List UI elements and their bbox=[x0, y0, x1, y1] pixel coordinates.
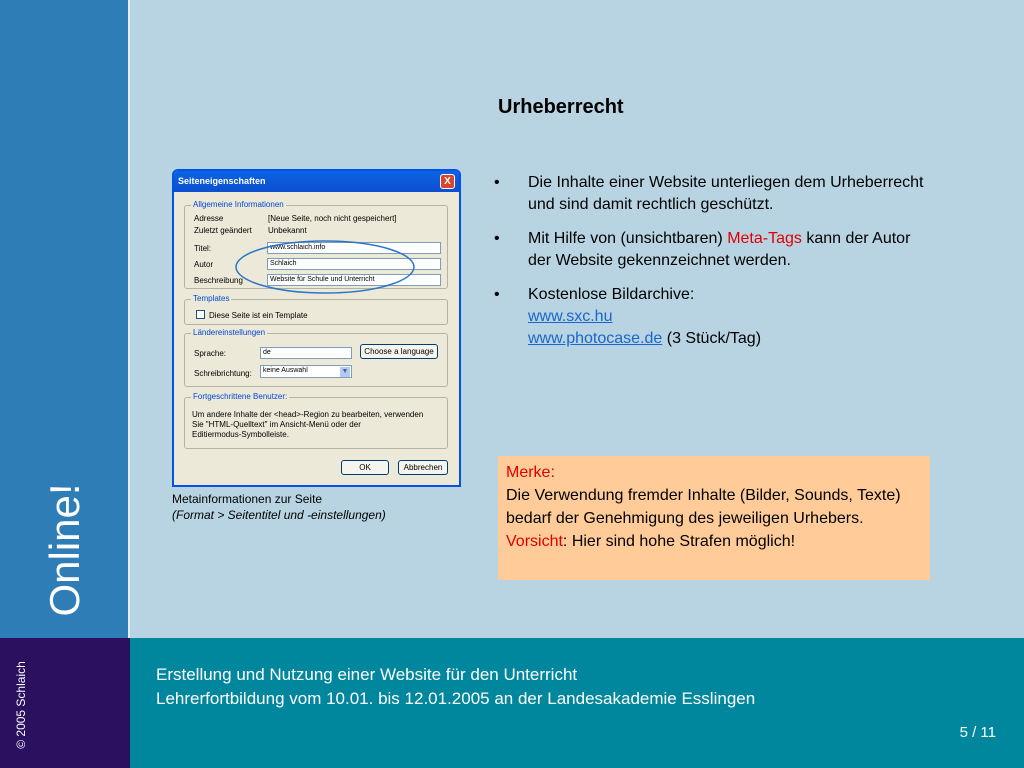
footer-line-2: Lehrerfortbildung vom 10.01. bis 12.01.2005 an der Landesakademie Esslingen bbox=[156, 689, 756, 708]
schreibrichtung-select[interactable] bbox=[260, 365, 352, 378]
template-checkbox[interactable] bbox=[196, 310, 205, 319]
chevron-down-icon[interactable]: ▼ bbox=[341, 368, 349, 375]
beschreibung-input[interactable]: Website für Schule und Unterricht bbox=[267, 274, 441, 286]
sprache-label: Sprache: bbox=[194, 349, 227, 358]
merke-label: Merke: bbox=[506, 464, 555, 481]
bullet-copyright bbox=[494, 172, 934, 216]
copyright-label: © 2005 Schlaich bbox=[14, 661, 28, 749]
left-band-divider bbox=[128, 0, 130, 638]
group-label: Allgemeine Informationen bbox=[193, 200, 284, 209]
page-number: 5 / 11 bbox=[959, 724, 996, 741]
beschreibung-label: Beschreibung bbox=[194, 276, 243, 285]
zuletzt-label: Zuletzt geändert bbox=[194, 226, 252, 235]
bullet-text-post: kann der Autor der Website gekennzeichnet werden. bbox=[528, 230, 911, 269]
group-label: Templates bbox=[193, 294, 230, 303]
advanced-text-3: Editiermodus-Symbolleiste. bbox=[192, 430, 289, 439]
merke-warning bbox=[506, 530, 922, 553]
caption-line-1: Metainformationen zur Seite bbox=[172, 492, 323, 506]
bullet-marker: • bbox=[494, 286, 500, 303]
group-label: Fortgeschrittene Benutzer: bbox=[193, 392, 288, 401]
adresse-label: Adresse bbox=[194, 214, 224, 223]
page-properties-dialog bbox=[172, 169, 461, 487]
warning-text: : Hier sind hohe Strafen möglich! bbox=[562, 533, 796, 550]
group-locale bbox=[184, 328, 448, 387]
side-label: Online! bbox=[41, 483, 88, 617]
bullet-text-pre: Mit Hilfe von (unsichtbaren) bbox=[528, 230, 728, 247]
titel-input[interactable]: www.schlaich.info bbox=[267, 242, 441, 254]
dialog-title: Seiteneigenschaften bbox=[178, 176, 266, 186]
autor-label: Autor bbox=[194, 260, 214, 269]
bullet-text: Die Inhalte einer Website unterliegen dem Urheberrecht und sind damit rechtlich geschützt. bbox=[528, 174, 924, 213]
autor-input[interactable]: Schlaich bbox=[267, 258, 441, 270]
sprache-input[interactable]: de bbox=[260, 347, 352, 359]
schreibrichtung-label: Schreibrichtung: bbox=[194, 369, 252, 378]
slide-title: Urheberrecht bbox=[498, 96, 624, 118]
meta-tags-highlight: Meta-Tags bbox=[727, 230, 802, 247]
group-label: Ländereinstellungen bbox=[193, 328, 266, 337]
bullet-list bbox=[494, 172, 934, 362]
merke-text: Die Verwendung fremder Inhalte (Bilder, Sounds, Texte) bedarf der Genehmigung des jeweiligen Urhebers. bbox=[506, 487, 901, 527]
bullet-marker: • bbox=[494, 230, 500, 247]
close-icon[interactable]: X bbox=[440, 174, 455, 189]
merke-box bbox=[498, 456, 930, 580]
warning-label: Vorsicht bbox=[506, 533, 563, 550]
photocase-note: (3 Stück/Tag) bbox=[662, 330, 762, 347]
link-sxc[interactable]: www.sxc.hu bbox=[528, 308, 613, 325]
template-checkbox-label: Diese Seite ist ein Template bbox=[209, 311, 308, 320]
link-photocase[interactable]: www.photocase.de bbox=[528, 330, 663, 347]
bullet-text: Kostenlose Bildarchive: bbox=[528, 286, 695, 303]
choose-language-button[interactable]: Choose a language bbox=[360, 344, 438, 359]
cancel-button[interactable]: Abbrechen bbox=[398, 460, 448, 475]
footer-line-1: Erstellung und Nutzung einer Website für den Unterricht bbox=[156, 665, 578, 684]
zuletzt-value: Unbekannt bbox=[268, 226, 307, 235]
caption-line-2: (Format > Seitentitel und -einstellungen) bbox=[172, 508, 386, 522]
bullet-meta-tags bbox=[494, 228, 934, 272]
bullet-image-archives bbox=[494, 284, 934, 350]
adresse-value: [Neue Seite, noch nicht gespeichert] bbox=[268, 214, 397, 223]
ok-button[interactable]: OK bbox=[341, 460, 389, 475]
advanced-text-1: Um andere Inhalte der <head>-Region zu bearbeiten, verwenden bbox=[192, 410, 424, 419]
schreibrichtung-value: keine Auswahl bbox=[263, 367, 308, 374]
bullet-marker: • bbox=[494, 174, 500, 191]
dialog-titlebar bbox=[174, 171, 459, 192]
titel-label: Titel: bbox=[194, 244, 212, 253]
advanced-text-2: Sie "HTML-Quelltext" im Ansicht-Menü oder der bbox=[192, 420, 361, 429]
